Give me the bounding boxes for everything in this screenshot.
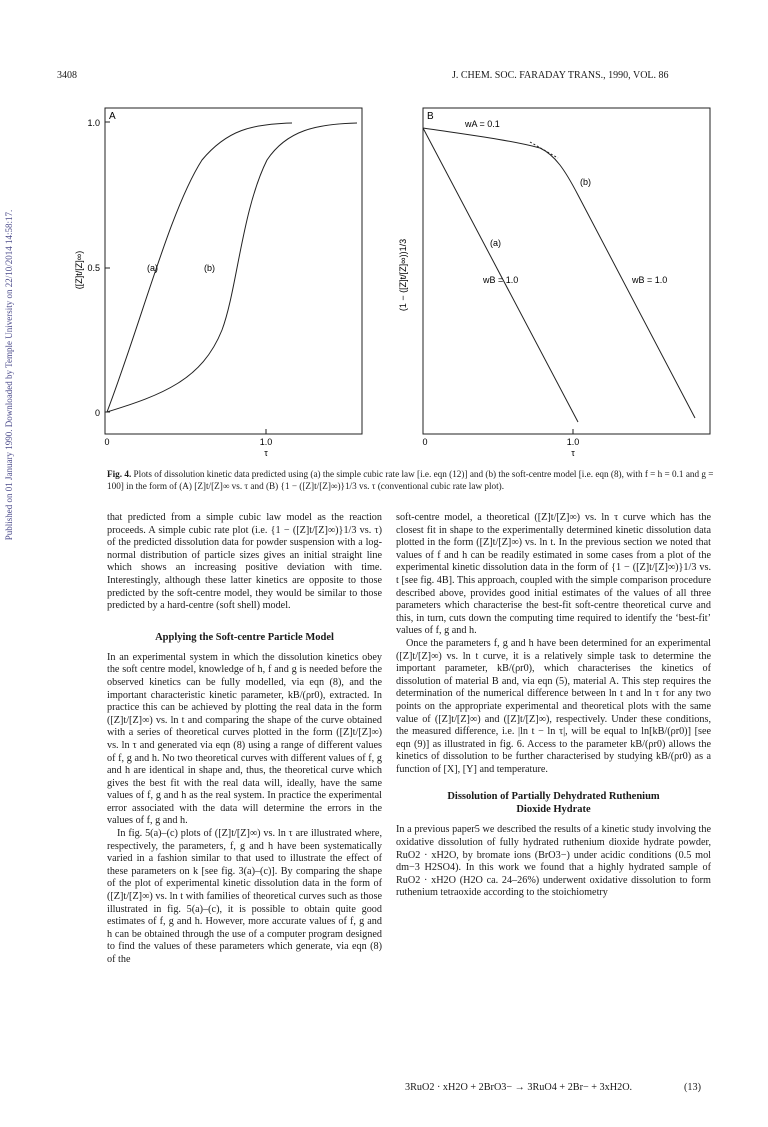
panel-b-curve-b: [423, 128, 695, 418]
panel-b-curve-a-label: (a): [490, 238, 501, 248]
left-para-1: that predicted from a simple cubic law model as the reaction proceeds. A simple cubic rate plot (i.e. {1 − ([Z]t/[Z]∞)}1/3 vs. τ) of the predicted dissolution data for powder suspension with a log-normal distribution of particle sizes gives an initial straight line which shows an increasing positive deviation with time. Interestingly, although these latter kinetics are opposite to those predicted by the soft-centre model, they would be similar to those predicted by a hard-centre (soft shell) model.: [107, 512, 382, 612]
panel-a-xtick-label-0: 0: [104, 437, 110, 447]
panel-b-wb-label-1: wB = 1.0: [483, 275, 519, 285]
panel-a-curve-a-label: (a): [147, 263, 158, 273]
right-column: [396, 512, 711, 900]
page-number: 3408: [57, 70, 77, 81]
panel-b-curve-b-label: (b): [580, 177, 591, 187]
caption-text: Plots of dissolution kinetic data predicted using (a) the simple cubic rate law [i.e. eqn (12)] and (b) the soft-centre model [i.e. eqn (8), with f = h = 0.1 and g = 100] in the form of (A) [Z]t/[Z]∞ vs. τ and (B) {1 − ([Z]t/[Z]∞)}1/3 vs. τ (conventional cubic rate law plot).: [107, 469, 714, 491]
right-para-1: soft-centre model, a theoretical ([Z]t/[Z]∞) vs. ln τ curve which has the closest fit in shape to the experimentally determined kinetic dissolution data plotted in the form ([Z]t/[Z]∞) vs. ln t. In the previous section we noted that values of f and h can be readily estimated in some cases from a plot of the experimental kinetic dissolution data in the form of {1 − ([Z]t/[Z]∞)}1/3 vs. t [see fig. 4B]. This approach, coupled with the simple comparison procedure described above, provides good initial estimates of the values of all three parameters which characterise the best-fit soft-centre theoretical curve and this, in turn, cuts down the computing time required to identify the ‘best-fit’ values of f, g and h.: [396, 512, 711, 637]
section-heading-ruthenium-2: Dioxide Hydrate: [516, 804, 591, 816]
panel-b-label: B: [427, 111, 434, 122]
download-note-text: Published on 01 January 1990. Downloaded by Temple University on 22/10/2014 14:58:17.: [4, 209, 14, 541]
right-para-3: In a previous paper5 we described the results of a kinetic study involving the oxidative dissolution of fully hydrated ruthenium dioxide hydrate powder, RuO2 · xH2O, by bromate ions (BrO3−) under acidic conditions (0.5 mol dm−3 H2SO4). In this work we found that a highly hydrated sample of RuO2 · xH2O (H2O ca. 24–26%) underwent oxidative dissolution to form ruthenium tetraoxide according to the stoichiometry: [396, 824, 711, 899]
panel-a-frame: [105, 108, 362, 434]
left-column: [107, 512, 382, 967]
panel-a-xlabel: τ: [264, 448, 268, 458]
left-para-3: In fig. 5(a)–(c) plots of ([Z]t/[Z]∞) vs. ln τ are illustrated where, respectively, the parameters, f, g and h have been systematically varied in a fashion similar to that used to illustrate the effect of these parameters on k [see fig. 3(a)–(c)]. By comparing the shape of the plot of experimental kinetic dissolution data in the form of ([Z]t/[Z]∞) vs. ln t with families of theoretical curves such as those illustrated in fig. 5(a)–(c), it is possible to obtain quite good estimates of f, g and h. However, more accurate values of f, g and h can be obtained through the use of a computer program designed to find the values of these parameters which generate, via eqn (8) of the: [107, 828, 382, 965]
panel-a-label: A: [109, 111, 116, 122]
right-para-2: Once the parameters f, g and h have been determined for an experimental ([Z]t/[Z]∞) vs. ln t curve, it is a relatively simple task to determine the important parameter, kB/(ρr0), which characterises the kinetics of dissolution of material B and, via eqn (5), material A. This step requires the determination of the numerical difference between ln t and ln τ for any two points on the appropriate experimental and theoretical plots with the same value of ([Z]t/[Z]∞) and ([Z]t/[Z]∞), respectively. Under these conditions, the measured difference, i.e. |ln t − ln τ|, will be equal to ln[kB/(ρr0)] [see eqn (9)] as illustrated in fig. 6. Access to the parameter kB/(ρr0) allows the kinetics of dissolution to be further characterised by studying kB/(ρr0) as a function of [X], [Y] and temperature.: [396, 637, 711, 775]
equation-number: (13): [684, 1082, 701, 1093]
panel-b-wb-label-2: wB = 1.0: [632, 275, 668, 285]
equation-13: 3RuO2 · xH2O + 2BrO3− → 3RuO4 + 2Br− + 3xH2O.: [405, 1082, 633, 1093]
panel-b-dashed-extension: [530, 142, 558, 158]
panel-a-curve-b-label: (b): [204, 263, 215, 273]
journal-header: J. CHEM. SOC. FARADAY TRANS., 1990, VOL. 86: [452, 70, 669, 81]
panel-b-ylabel: (1 − ([Z]t/[Z]∞))1/3: [398, 238, 408, 312]
panel-a-ylabel: ([Z]t/[Z]∞): [74, 250, 84, 290]
caption-lead: Fig. 4.: [107, 469, 132, 479]
panel-a-xtick-label-1: 1.0: [259, 437, 273, 447]
panel-b-xtick-label-0: 0: [422, 437, 428, 447]
panel-b-frame: [423, 108, 710, 434]
panel-b-xtick-label-1: 1.0: [566, 437, 580, 447]
left-para-2: In an experimental system in which the dissolution kinetics obey the soft centre model, knowledge of h, f and g is needed before the observed kinetics can be fully modelled, via eqn (8), and the important characteristic kinetic parameter, kB/(ρr0), extracted. In practice this can be achieved by plotting the real data in the form ([Z]t/[Z]∞) vs. ln t and comparing the shape of the curve obtained with a series of theoretical curves plotted in the form ([Z]t/[Z]∞) vs. ln τ and generated via eqn (8) using a range of different values of f, g and h. No two theoretical curves with different values of f, g and h are identical in shape and, thus, the theoretical curve which gives the best fit with the real data will, ideally, have the same values of f, g and h as the real system. In practice the experimental error associated with the data will determine the errors in the values of f, g and h.: [107, 651, 382, 827]
panel-b-wa-label: wA = 0.1: [465, 119, 500, 129]
figure-panel-b: [390, 100, 720, 460]
figure-panel-a: [52, 100, 372, 460]
section-heading-ruthenium-1: Dissolution of Partially Dehydrated Ruthenium: [447, 791, 660, 803]
panel-a-ytick-label-05: 0.5: [87, 263, 100, 273]
section-heading-soft-centre: Applying the Soft-centre Particle Model: [155, 631, 334, 643]
panel-b-xlabel: τ: [571, 448, 575, 458]
panel-a-ytick-label-1: 1.0: [87, 118, 100, 128]
panel-a-ytick-label-0: 0: [94, 408, 100, 418]
panel-a-curve-b: [107, 123, 357, 412]
figure-caption: [107, 469, 714, 492]
download-note-sidebar: [2, 55, 16, 695]
